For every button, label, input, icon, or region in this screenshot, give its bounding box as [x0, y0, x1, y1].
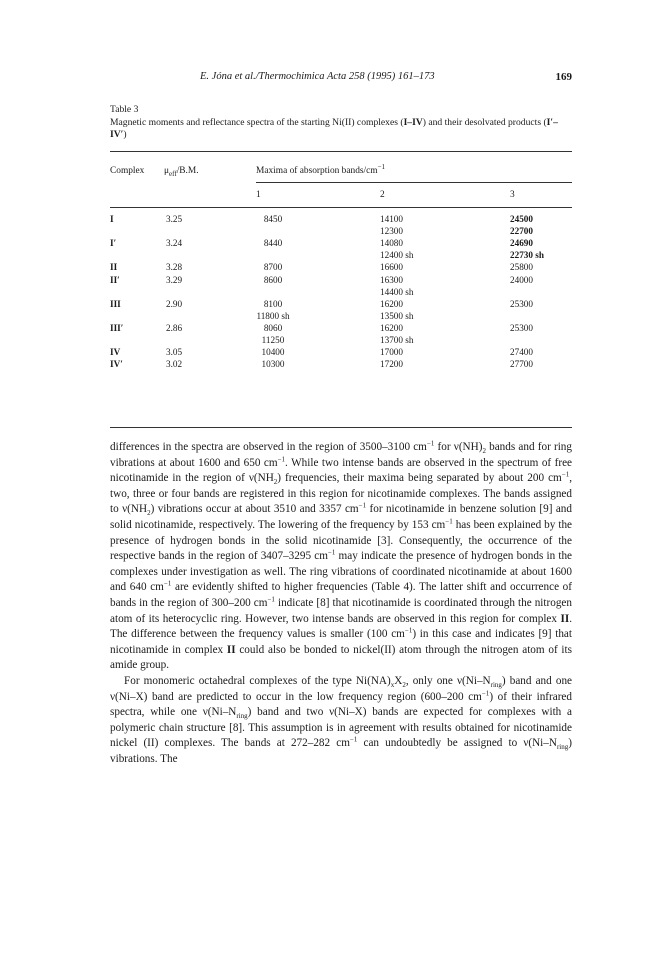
table-cell-mu: 3.02 [166, 359, 183, 370]
table-cell-band2: 14080 [380, 238, 403, 249]
table-cell-band2: 16600 [380, 262, 403, 273]
table-cell-band1: 10300 [261, 359, 285, 370]
table-cell-mu: 3.29 [166, 274, 183, 285]
table-cell-band3: 22730 sh [510, 250, 544, 261]
table-cell-band2: 16300 [380, 274, 403, 285]
table-cell-mu: 3.28 [166, 262, 183, 273]
col-subheader-2: 2 [380, 190, 385, 200]
subscript: 2 [273, 478, 278, 487]
col-subheader-3: 3 [510, 190, 515, 200]
table-cell-band1: 8440 [263, 238, 283, 249]
table-cell-complex: IV′ [110, 359, 123, 370]
mu-subscript: eff [169, 169, 177, 178]
table-label: Table 3 [110, 104, 139, 115]
body-text [110, 440, 572, 767]
subscript: ring [236, 712, 248, 721]
table-cell-mu: 2.86 [166, 322, 183, 333]
table-cell-band3: 25800 [510, 262, 533, 273]
col-header-mu [164, 166, 199, 176]
caption-bold-range: I–IV [403, 116, 423, 128]
subscript: 2 [482, 447, 486, 456]
table-cell-band1: 8600 [263, 274, 283, 285]
subscript: x [390, 681, 395, 690]
table-cell-band3: 22700 [510, 226, 533, 237]
table-top-rule [110, 151, 572, 152]
superscript: −1 [481, 688, 490, 697]
maxima-unit-exponent: −1 [377, 162, 386, 171]
table-header-rule [110, 207, 572, 208]
caption-part: ) [123, 129, 127, 140]
subscript: 2 [402, 681, 406, 690]
table-cell-band2: 17000 [380, 347, 403, 358]
table-cell-band3: 24690 [510, 238, 533, 249]
maxima-label: Maxima of absorption bands/cm [256, 166, 378, 176]
bold-ref: II [226, 643, 236, 656]
superscript: −1 [267, 595, 275, 604]
table-cell-band2: 14100 [380, 214, 403, 224]
col-header-maxima [256, 162, 386, 176]
table-cell-band1: 10400 [261, 347, 285, 358]
table-subheader-rule [256, 182, 572, 183]
superscript: −1 [561, 470, 570, 479]
body-paragraph-2: For monomeric octahedral complexes of the type $Ni(NA)_xX_2$, only one $\nu(Ni-N_{ring})$ band and one ν(Ni–X) band are predicted to occur in the low frequency region (600–200 $cm^{-1}$) of their infrared spectra, while one $\nu(Ni-N_{ring})$ band and two ν(Ni–X) bands are expected for complexes with a polymeric chain structure [8]. This assumption is in agreement with results obtained for nicotinamide nickel (II) complexes. The bands at 272–282 $cm^{-1}$ can undoubtedly be assigned to $\nu(Ni-N_{ring})$ vibrations. The [110, 674, 573, 765]
table-cell-band1: 8450 [263, 214, 283, 224]
table-cell-band3: 24000 [510, 274, 533, 285]
table-cell-mu: 3.25 [166, 214, 183, 224]
table-cell-complex: I [110, 214, 114, 224]
caption-part: Magnetic moments and reflectance spectra of the starting Ni(II) complexes ( [110, 116, 404, 128]
table-cell-band2: 13700 sh [380, 335, 414, 345]
superscript: −1 [445, 517, 453, 526]
table-cell-band3: 25300 [510, 298, 533, 309]
superscript: −1 [163, 579, 172, 588]
table-bottom-rule [110, 427, 572, 428]
bold-ref: II [560, 612, 570, 625]
subscript: 2 [147, 509, 151, 518]
table-cell-complex: I′ [110, 238, 117, 249]
table-cell-complex: III′ [110, 322, 124, 333]
superscript: −1 [426, 439, 435, 448]
table-cell-band2: 16200 [380, 322, 403, 333]
mu-unit: /B.M. [176, 166, 199, 176]
table-cell-band3: 27400 [510, 347, 533, 358]
table-cell-band3: 24500 [510, 214, 533, 224]
table-cell-band2: 12300 [380, 226, 403, 237]
table-cell-band3: 25300 [510, 322, 533, 333]
table-cell-band1: 11800 sh [256, 310, 290, 321]
caption-part: ) and their desolvated products ( [422, 116, 547, 128]
table-cell-complex: III [110, 298, 121, 309]
mu-symbol: μ [164, 166, 170, 176]
table-cell-band2: 13500 sh [380, 310, 414, 321]
table-cell-band1: 11250 [261, 335, 285, 345]
superscript: −1 [327, 548, 336, 557]
table-caption-text [110, 117, 572, 142]
table-cell-complex: IV [110, 347, 121, 358]
table-cell-mu: 3.24 [166, 238, 183, 249]
table-cell-band3: 27700 [510, 359, 533, 370]
superscript: −1 [404, 626, 413, 635]
subscript: ring [556, 743, 569, 752]
table-cell-band1: 8700 [263, 262, 283, 273]
col-header-complex: Complex [110, 166, 145, 176]
table-cell-band2: 17200 [380, 359, 403, 370]
table-cell-band1: 8060 [263, 322, 283, 333]
running-header-citation: E. Jóna et al./Thermochimica Acta 258 (1995) 161–173 [200, 71, 435, 82]
caption-bold-range: I′–IV′ [110, 116, 558, 140]
page-number: 169 [555, 71, 572, 83]
superscript: −1 [349, 735, 358, 744]
table-caption [110, 104, 572, 142]
table-cell-band2: 16200 [380, 298, 403, 309]
table-cell-complex: II′ [110, 274, 120, 285]
body-paragraph-1: differences in the spectra are observed in the region of 3500–3100 $cm^{-1}$ for $\nu(NH)_2$ bands and for ring vibrations at about 1600 and 650 $cm^{-1}$. While two intense bands are observed in the spectrum of free nicotinamide in the region of $\nu(NH_2)$ frequencies, their maxima being separated by about 200 $cm^{-1}$, two, three or four bands are registered in this region for nicotinamide complexes. The bands assigned to $\nu(NH_2)$ vibrations occur at about 3510 and 3357 $cm^{-1}$ for nicotinamide in benzene solution [9] and solid nicotinamide, respectively. The lowering of the frequency by 153 $cm^{-1}$ has been explained by the presence of hydrogen bonds in the solid nicotinamide [3]. Consequently, the occurrence of the respective bands in the region of 3407–3295 $cm^{-1}$ may indicate the presence of hydrogen bonds in the complexes under investigation as well. The ring vibrations of coordinated nicotinamide at about 1600 and 640 $cm^{-1}$ are evidently shifted to higher frequencies (Table 4). The latter shift and occurrence of bands in the region of 300–200 $cm^{-1}$ indicate [8] that nicotinamide is coordinated through the nitrogen atom of its heterocyclic ring. However, two intense bands are observed in this region for complex II. The difference between the frequency values is smaller (100 $cm^{-1}$) in this case and indicates [9] that nicotinamide in complex II could also be bonded to nickel(II) atom through the nitrogen atom of its amide group. [110, 439, 573, 672]
table-cell-mu: 3.05 [166, 347, 183, 358]
subscript: ring [490, 681, 502, 690]
table-cell-band2: 12400 sh [380, 250, 414, 261]
superscript: −1 [358, 501, 367, 510]
table-cell-complex: II [110, 262, 118, 273]
table-cell-band1: 8100 [263, 298, 283, 309]
superscript: −1 [277, 454, 286, 463]
table-cell-mu: 2.90 [166, 298, 183, 309]
table-cell-band2: 14400 sh [380, 286, 414, 297]
col-subheader-1: 1 [256, 190, 261, 200]
